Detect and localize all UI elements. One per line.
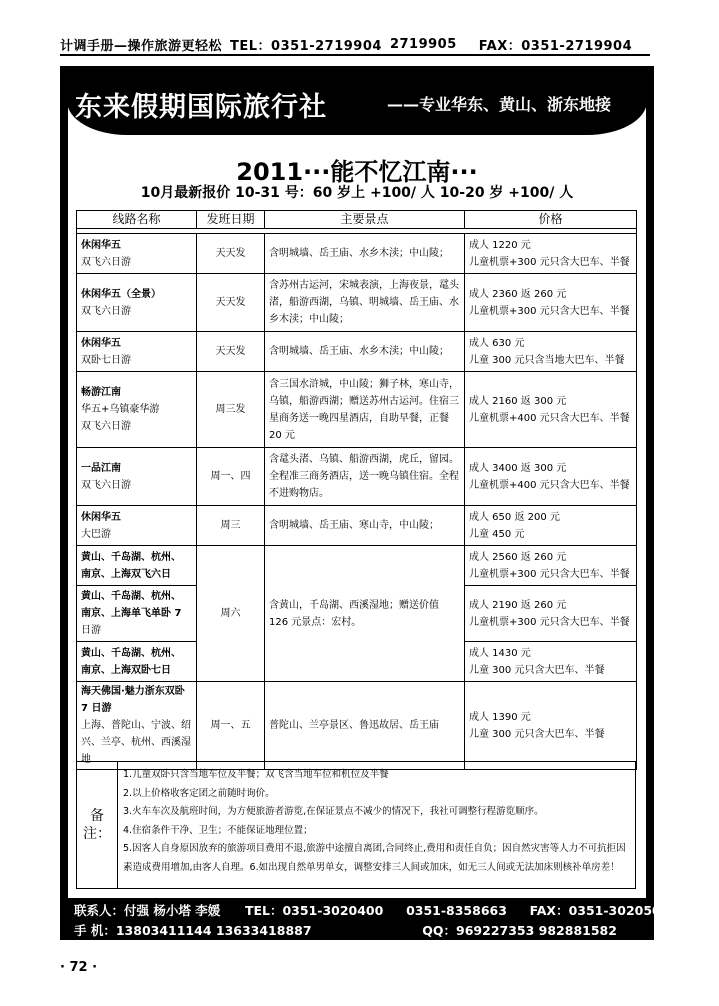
ad-frame — [60, 66, 670, 940]
col-header-route: 线路名称 — [77, 211, 197, 229]
col-header-price: 价格 — [465, 211, 637, 229]
ad-inner — [68, 74, 646, 898]
route-date: 周六 — [197, 546, 265, 682]
price-note: 10月最新报价 10-31 号：60 岁上 +100/ 人 10-20 岁 +100/ 人 — [140, 185, 574, 201]
contact-row-people — [74, 901, 669, 919]
route-date: 周三 — [197, 506, 265, 546]
title-banner — [67, 73, 647, 135]
company-name: 东来假期国际旅行社 — [75, 92, 327, 123]
contact-qq: QQ：969227353 982881582 — [422, 923, 617, 938]
route-price: 成人 630 元 儿童 300 元只含当地大巴车、半餐 — [465, 332, 637, 372]
routes-table — [76, 210, 637, 770]
contact-row-mobile — [74, 921, 617, 939]
page-number: · 72 · — [60, 960, 98, 975]
note-item: 2.以上价格收客定团之前随时询价。 — [123, 787, 275, 799]
route-price: 成人 1430 元 儿童 300 元只含大巴车、半餐 — [465, 642, 637, 682]
route-price: 成人 2360 返 260 元 儿童机票+300 元只含大巴车、半餐 — [465, 274, 637, 332]
note-item: 3.火车车次及航班时间，为方便旅游者游览,在保证景点不减少的情况下，我社可调整行程游览顺序。 — [123, 806, 544, 817]
route-name: 休闲华五（全景） 双飞六日游 — [77, 274, 197, 332]
contact-mobile: 手 机：13803411144 13633418887 — [74, 923, 312, 938]
route-name: 海天佛国·魅力浙东双卧 7 日游 上海、普陀山、宁波、绍兴、兰亭、杭州、西溪湿地 — [77, 682, 197, 770]
route-date: 周一、五 — [197, 682, 265, 770]
route-name: 一品江南 双飞六日游 — [77, 448, 197, 506]
contact-bar — [60, 900, 670, 940]
contact-people: 联系人：付强 杨小塔 李媛 — [74, 903, 221, 918]
header-tel: TEL：0351-2719904 — [230, 38, 382, 54]
col-header-sights: 主要景点 — [265, 211, 465, 229]
notes-box — [76, 761, 636, 889]
route-sights: 含鼋头渚、乌镇、船游西湖，虎丘，留园。全程准三商务酒店，送一晚乌镇住宿。全程不进购物店。 — [265, 448, 465, 506]
route-price: 成人 650 返 200 元 儿童 450 元 — [465, 506, 637, 546]
route-sights: 普陀山、兰亭景区、鲁迅故居、岳王庙 — [265, 682, 465, 770]
header-fax: FAX：0351-2719904 — [478, 38, 633, 54]
header-tel-extra: 2719905 — [389, 36, 457, 52]
top-header-strip — [60, 34, 650, 56]
route-name: 黄山、千岛湖、杭州、 南京、上海单飞单卧 7 日游 — [77, 586, 197, 642]
col-header-date: 发班日期 — [197, 211, 265, 229]
route-name: 畅游江南 华五+乌镇豪华游 双飞六日游 — [77, 372, 197, 448]
route-date: 周一、四 — [197, 448, 265, 506]
route-price: 成人 1390 元 儿童 300 元只含大巴车、半餐 — [465, 682, 637, 770]
company-subtitle: ——专业华东、黄山、浙东地接 — [387, 95, 612, 114]
route-date: 天天发 — [197, 234, 265, 274]
header-tagline: 计调手册—操作旅游更轻松 — [60, 38, 223, 54]
note-item: 5.因客人自身原因放弃的旅游项目费用不退,旅游中途擅自离团,合同终止,费用和责任自负；因自然灾害等人力不可抗拒因素造成费用增加,由客人自理。6.如出现自然单男单女，调整安排三人间或加床，如无三人间或无法加床则核补单房差！ — [123, 843, 626, 873]
route-sights: 含苏州古运河，宋城表演，上海夜景，鼋头渚，船游西湖，乌镇、明城墙、岳王庙、水乡木渎；中山陵； — [265, 274, 465, 332]
route-name: 休闲华五 大巴游 — [77, 506, 197, 546]
table-row — [77, 546, 637, 586]
table-row — [77, 332, 637, 372]
route-date: 天天发 — [197, 332, 265, 372]
route-name: 休闲华五 双卧七日游 — [77, 332, 197, 372]
table-row — [77, 448, 637, 506]
notes-body — [123, 766, 631, 877]
table-header-row — [77, 211, 637, 229]
route-price: 成人 2160 返 300 元 儿童机票+400 元只含大巴车、半餐 — [465, 372, 637, 448]
route-name: 黄山、千岛湖、杭州、 南京、上海双卧七日 — [77, 642, 197, 682]
table-row — [77, 682, 637, 770]
contact-fax: FAX：0351-3020500 — [529, 903, 670, 918]
route-sights: 含明城墙、岳王庙、水乡木渎；中山陵； — [265, 332, 465, 372]
route-name: 黄山、千岛湖、杭州、 南京、上海双飞六日 — [77, 546, 197, 586]
contact-tel: TEL：0351-3020400 — [244, 903, 384, 918]
contact-tel2: 0351-8358663 — [406, 903, 507, 918]
note-item: 1.儿童双卧只含当地车位及半餐；双飞含当地车位和机位及半餐 — [123, 769, 389, 780]
route-price: 成人 2560 返 260 元 儿童机票+300 元只含大巴车、半餐 — [465, 546, 637, 586]
route-sights: 含黄山，千岛湖、西溪湿地；赠送价值 126 元景点：宏村。 — [265, 546, 465, 682]
table-row — [77, 372, 637, 448]
slogan: 2011···能不忆江南··· — [236, 158, 478, 186]
route-sights: 含明城墙、岳王庙、寒山寺，中山陵； — [265, 506, 465, 546]
route-sights: 含明城墙、岳王庙、水乡木渎；中山陵； — [265, 234, 465, 274]
notes-label: 备注： — [77, 762, 118, 888]
table-row — [77, 506, 637, 546]
route-sights: 含三国水浒城，中山陵；狮子林，寒山寺，乌镇，船游西湖；赠送苏州古运河。住宿三星商务送一晚四星酒店，自助早餐，正餐 20 元 — [265, 372, 465, 448]
route-date: 天天发 — [197, 274, 265, 332]
table-row — [77, 234, 637, 274]
route-price: 成人 2190 返 260 元 儿童机票+300 元只含大巴车、半餐 — [465, 586, 637, 642]
route-name: 休闲华五 双飞六日游 — [77, 234, 197, 274]
route-date: 周三发 — [197, 372, 265, 448]
route-price: 成人 1220 元 儿童机票+300 元只含大巴车、半餐 — [465, 234, 637, 274]
note-item: 4.住宿条件干净、卫生；不能保证地理位置； — [123, 824, 313, 836]
table-row — [77, 274, 637, 332]
route-price: 成人 3400 返 300 元 儿童机票+400 元只含大巴车、半餐 — [465, 448, 637, 506]
